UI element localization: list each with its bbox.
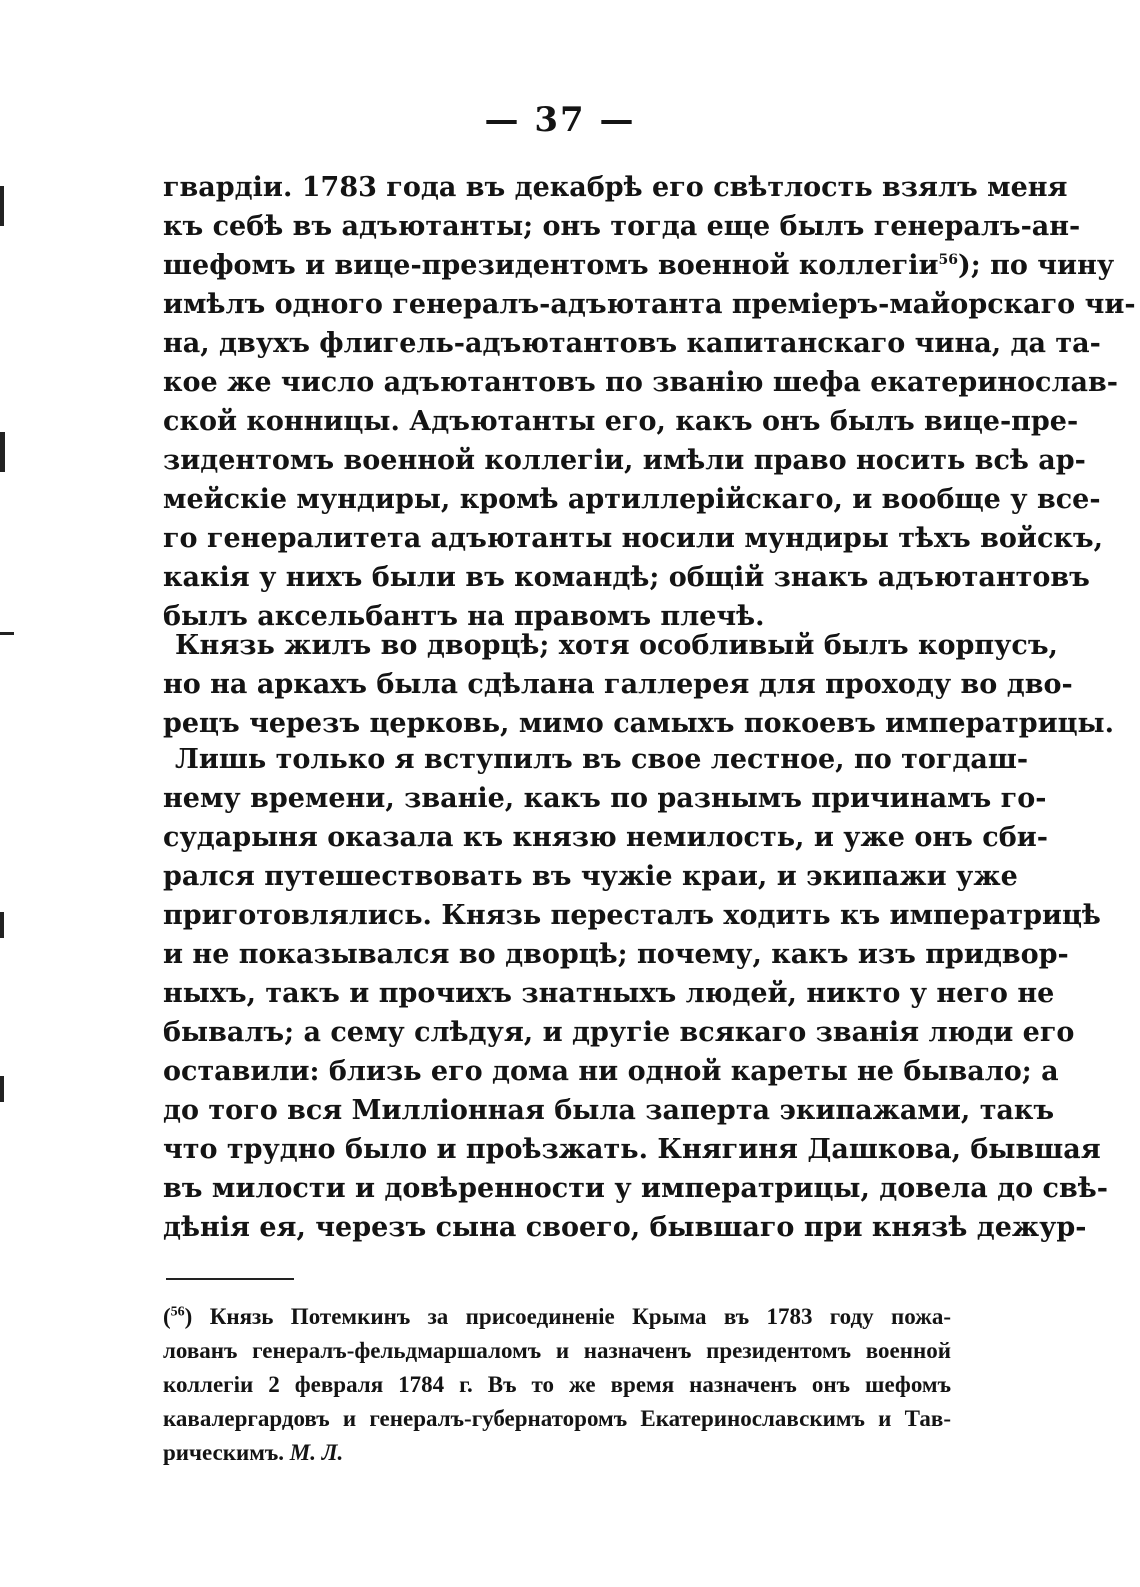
text-line: былъ аксельбантъ на правомъ плечѣ. (163, 601, 765, 632)
footnote-line: кавалергардовъ и генералъ-губернаторомъ Екатеринославскимъ и Тав- (163, 1406, 951, 1431)
footnote-line (163, 1436, 951, 1470)
text-line: рался путешествовать въ чужіе краи, и экипажи уже (163, 861, 1018, 892)
page-number: — 37 — (484, 100, 636, 140)
scan-edge-mark (0, 186, 4, 226)
text-line: до того вся Милліонная была заперта экипажами, такъ (163, 1095, 1055, 1126)
text-line: имѣлъ одного генералъ-адъютанта преміеръ-майорскаго чи- (163, 289, 1136, 320)
footnote-reference[interactable]: 56 (938, 252, 958, 268)
text-segment: шефомъ и вице-президентомъ военной коллегіи (163, 250, 939, 281)
text-line: бывалъ; а сему слѣдуя, и другіе всякаго званія люди его (163, 1017, 1075, 1048)
text-line: ныхъ, такъ и прочихъ знатныхъ людей, никто у него не (163, 978, 1055, 1009)
text-line: къ себѣ въ адъютанты; онъ тогда еще былъ генералъ-ан- (163, 211, 1081, 242)
text-line: въ милости и довѣренности у императрицы, довела до свѣ- (163, 1173, 1108, 1204)
footnote (163, 1300, 951, 1470)
text-line: и не показывался во дворцѣ; почему, какъ изъ придвор- (163, 939, 1069, 970)
text-line: мейскіе мундиры, кромѣ артиллерійскаго, и вообще у все- (163, 484, 1101, 515)
text-line: на, двухъ флигель-адъютантовъ капитанскаго чина, да та- (163, 328, 1101, 359)
footnote-marker: 56 (170, 1304, 185, 1320)
footnote-line: коллегіи 2 февраля 1784 г. Въ то же время назначенъ онъ шефомъ (163, 1372, 951, 1397)
footnote-open-paren: ( (163, 1304, 171, 1329)
text-line: кое же число адъютантовъ по званію шефа екатеринослав- (163, 367, 1118, 398)
text-line: Лишь только я вступилъ въ свое лестное, по тогдаш- (175, 744, 1029, 775)
text-line: ской конницы. Адъютанты его, какъ онъ былъ вице-пре- (163, 406, 1079, 437)
text-line: Князь жилъ во дворцѣ; хотя особливый былъ корпусъ, (175, 630, 1058, 661)
text-line (163, 246, 1115, 285)
text-line: оставили: близь его дома ни одной кареты не бывало; а (163, 1056, 1059, 1087)
text-line: сударыня оказала къ князю немилость, и уже онъ сби- (163, 822, 1048, 853)
scan-edge-mark (0, 432, 5, 472)
text-line: какія у нихъ были въ командѣ; общій знакъ адъютантовъ (163, 562, 1090, 593)
footnote-line (163, 1300, 951, 1334)
footnote-text: рическимъ. (163, 1440, 285, 1465)
footnote-signature: М. Л. (289, 1440, 344, 1465)
text-line: но на аркахъ была сдѣлана галлерея для проходу во дво- (163, 669, 1073, 700)
text-segment: ); по чину (957, 250, 1115, 281)
text-line: зидентомъ военной коллегіи, имѣли право носить всѣ ар- (163, 445, 1086, 476)
text-line: дѣнія ея, черезъ сына своего, бывшаго при князѣ дежур- (163, 1212, 1087, 1243)
text-line: рецъ черезъ церковь, мимо самыхъ покоевъ императрицы. (163, 708, 1115, 739)
scan-edge-mark (0, 912, 4, 938)
scan-edge-mark (0, 632, 14, 635)
text-line: приготовлялись. Князь пересталъ ходить къ императрицѣ (163, 900, 1101, 931)
paragraph-2 (163, 626, 1115, 743)
text-line: го генералитета адъютанты носили мундиры тѣхъ войскъ, (163, 523, 1103, 554)
text-line: гвардіи. 1783 года въ декабрѣ его свѣтлость взялъ меня (163, 172, 1068, 203)
text-line: нему времени, званіе, какъ по разнымъ причинамъ го- (163, 783, 1047, 814)
footnote-text: Князь Потемкинъ за присоединеніе Крыма въ 1783 году пожа- (209, 1304, 952, 1329)
footnote-line: лованъ генералъ-фельдмаршаломъ и назначенъ президентомъ военной (163, 1338, 951, 1363)
paragraph-3 (163, 740, 1108, 1247)
paragraph-1 (163, 168, 1136, 636)
text-line: что трудно было и проѣзжать. Княгиня Дашкова, бывшая (163, 1134, 1101, 1165)
footnote-close-paren: ) (184, 1304, 193, 1329)
scan-edge-mark (0, 1076, 4, 1102)
footnote-separator (166, 1278, 294, 1280)
